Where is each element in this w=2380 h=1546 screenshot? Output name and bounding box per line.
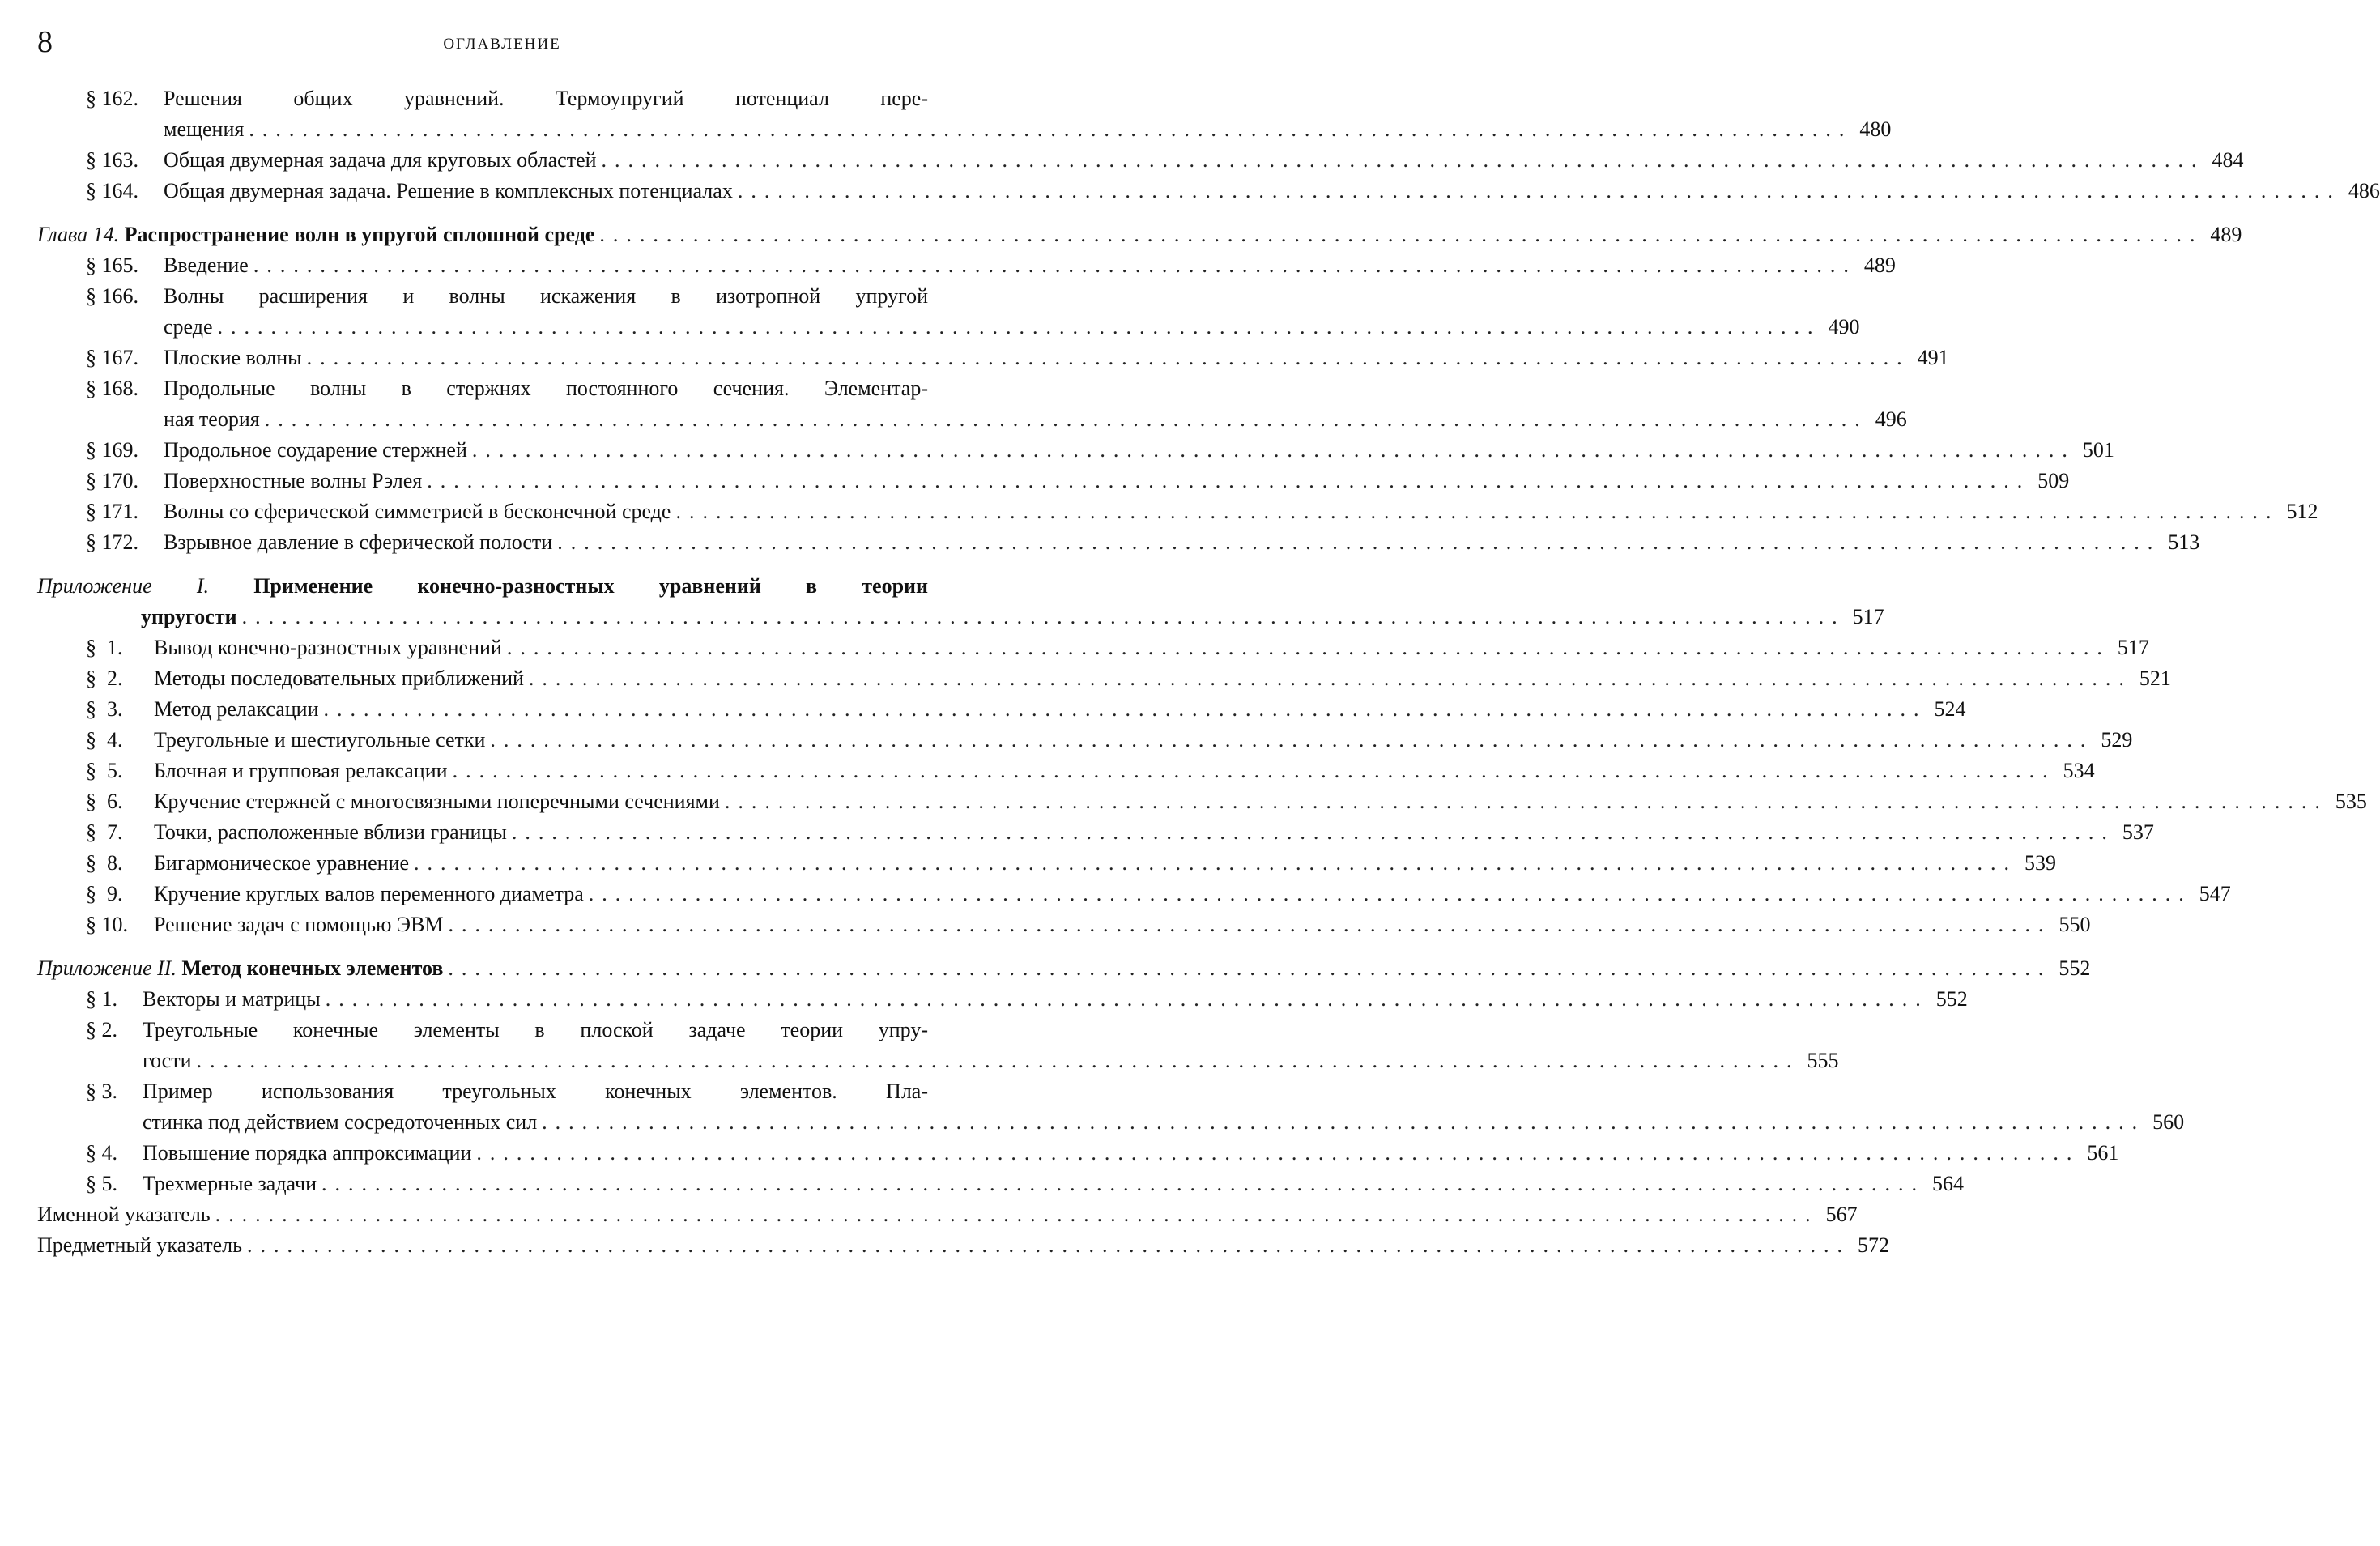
section-number: § 168. — [86, 377, 138, 400]
page-ref: 489 — [1863, 253, 1896, 277]
dot-leader: ........................................................................................................................ — [490, 728, 2094, 752]
toc-section-entry — [37, 817, 2154, 848]
page-ref: 539 — [2024, 851, 2057, 875]
page-ref: 512 — [2286, 500, 2318, 523]
section-title: Поверхностные волны Рэлея — [164, 469, 423, 492]
dot-leader: ........................................................................................................................ — [476, 1141, 2080, 1165]
section-title: гости — [143, 1049, 192, 1072]
section-title: Повышение порядка аппроксимации — [143, 1141, 472, 1165]
toc-section-entry — [37, 83, 1892, 145]
dot-leader: ........................................................................................................................ — [675, 500, 2280, 523]
dot-leader: ........................................................................................................................ — [253, 253, 1857, 277]
appendix-label: Приложение I. — [37, 574, 209, 598]
dot-leader: ........................................................................................................................ — [506, 636, 2110, 659]
index-entry — [37, 1230, 1890, 1261]
section-number: § 165. — [86, 253, 138, 277]
index-title: Предметный указатель — [37, 1233, 243, 1257]
section-title: среде — [164, 315, 213, 339]
toc-section-entry — [37, 145, 2244, 176]
chapter-label: Глава 14. — [37, 223, 120, 246]
dot-leader: ........................................................................................................................ — [247, 1233, 1851, 1257]
section-group-app1 — [37, 632, 2367, 940]
section-title: Волны со сферической симметрией в бесконечной среде — [164, 500, 671, 523]
page-ref: 535 — [2335, 790, 2367, 813]
section-title: Общая двумерная задача. Решение в комплексных потенциалах — [164, 179, 733, 202]
page-ref: 537 — [2122, 820, 2154, 844]
section-number: § 9. — [86, 882, 123, 905]
dot-leader: ........................................................................................................................ — [217, 315, 1821, 339]
table-of-contents — [37, 83, 2380, 1261]
page-ref: 491 — [1917, 346, 1949, 369]
page-ref: 496 — [1875, 407, 1907, 431]
page-ref: 484 — [2212, 148, 2244, 172]
page-ref: 564 — [1932, 1172, 1965, 1195]
toc-section-entry — [37, 343, 1949, 373]
toc-section-entry — [37, 1169, 1965, 1199]
page-ref: 521 — [2139, 667, 2171, 690]
dot-leader: ........................................................................................................................ — [599, 223, 2203, 246]
section-number: § 8. — [86, 851, 123, 875]
toc-section-entry — [37, 373, 1907, 435]
toc-section-entry — [37, 496, 2318, 527]
section-number: § 163. — [86, 148, 138, 172]
section-title: Треугольные и шестиугольные сетки — [154, 728, 486, 752]
page-ref: 524 — [1934, 697, 1966, 721]
toc-section-entry — [37, 663, 2171, 694]
appendix-1-entry — [37, 571, 1884, 632]
page-ref: 560 — [2152, 1110, 2185, 1134]
page-ref: 547 — [2199, 882, 2231, 905]
section-title: Вывод конечно-разностных уравнений — [154, 636, 502, 659]
page-ref: 572 — [1858, 1233, 1890, 1257]
section-title: Взрывное давление в сферической полости — [164, 530, 553, 554]
section-number: § 167. — [86, 346, 138, 369]
section-title: Треугольные конечные элементы в плоской задаче теории упру- — [143, 1018, 928, 1041]
section-number: § 2. — [86, 1018, 117, 1041]
page-ref: 552 — [2059, 956, 2091, 980]
toc-section-entry — [37, 756, 2095, 786]
toc-section-entry — [37, 1015, 1839, 1076]
section-number: § 162. — [86, 87, 138, 110]
dot-leader: ........................................................................................................................ — [588, 882, 2192, 905]
section-title: Блочная и групповая релаксации — [154, 759, 448, 782]
page-ref: 517 — [1852, 605, 1884, 628]
page-ref: 513 — [2168, 530, 2200, 554]
page-ref: 480 — [1859, 117, 1892, 141]
dot-leader: ........................................................................................................................ — [448, 956, 2052, 980]
section-title: Трехмерные задачи — [143, 1172, 317, 1195]
toc-section-entry — [37, 1138, 2119, 1169]
appendix-title: Метод конечных элементов — [181, 956, 444, 980]
running-title: ОГЛАВЛЕНИЕ — [443, 36, 561, 53]
dot-leader: ........................................................................................................................ — [452, 759, 2056, 782]
toc-section-entry — [37, 984, 1968, 1015]
section-number: § 5. — [86, 759, 123, 782]
section-number: § 172. — [86, 530, 138, 554]
section-title: Продольное соударение стержней — [164, 438, 467, 462]
page-ref: 555 — [1807, 1049, 1839, 1072]
chapter-14-entry — [37, 219, 2242, 250]
section-title: Введение — [164, 253, 249, 277]
index-title: Именной указатель — [37, 1203, 211, 1226]
section-title: Решения общих уравнений. Термоупругий потенциал пере- — [164, 87, 928, 110]
toc-section-entry — [37, 909, 2091, 940]
page-ref: 501 — [2082, 438, 2114, 462]
section-number: § 4. — [86, 1141, 117, 1165]
toc-section-entry — [37, 632, 2149, 663]
appendix-2-entry — [37, 953, 2091, 984]
toc-section-entry — [37, 786, 2367, 817]
toc-section-entry — [37, 694, 1966, 725]
dot-leader: ........................................................................................................................ — [542, 1110, 2146, 1134]
page-ref: 567 — [1825, 1203, 1858, 1226]
section-group-ch13 — [37, 83, 2380, 207]
page-ref: 529 — [2101, 728, 2133, 752]
section-number: § 3. — [86, 697, 123, 721]
section-title: Точки, расположенные вблизи границы — [154, 820, 507, 844]
page-ref: 550 — [2059, 913, 2091, 936]
section-number: § 6. — [86, 790, 123, 813]
section-title: Пример использования треугольных конечных элементов. Пла- — [143, 1080, 928, 1103]
dot-leader: ........................................................................................................................ — [249, 117, 1853, 141]
section-number: § 3. — [86, 1080, 117, 1103]
page-ref: 490 — [1828, 315, 1860, 339]
page-ref: 509 — [2037, 469, 2070, 492]
section-number: § 1. — [86, 987, 117, 1011]
toc-section-entry — [37, 879, 2231, 909]
index-entries — [37, 1199, 1890, 1261]
page-number: 8 — [37, 25, 53, 59]
dot-leader: ........................................................................................................................ — [528, 667, 2132, 690]
section-title: Кручение круглых валов переменного диаметра — [154, 882, 584, 905]
dot-leader: ........................................................................................................................ — [724, 790, 2328, 813]
index-entry — [37, 1199, 1858, 1230]
section-number: § 169. — [86, 438, 138, 462]
toc-section-entry — [37, 281, 1860, 343]
dot-leader: ........................................................................................................................ — [414, 851, 2018, 875]
page-ref: 561 — [2087, 1141, 2119, 1165]
section-number: § 10. — [86, 913, 128, 936]
section-number: § 171. — [86, 500, 138, 523]
dot-leader: ........................................................................................................................ — [325, 987, 1929, 1011]
dot-leader: ........................................................................................................................ — [557, 530, 2161, 554]
section-title: Кручение стержней с многосвязными поперечными сечениями — [154, 790, 720, 813]
section-title: Методы последовательных приближений — [154, 667, 524, 690]
dot-leader: ........................................................................................................................ — [471, 438, 2076, 462]
toc-section-entry — [37, 435, 2114, 466]
appendix-title-cont: упругости — [141, 605, 237, 628]
section-number: § 170. — [86, 469, 138, 492]
section-number: § 5. — [86, 1172, 117, 1195]
toc-section-entry — [37, 1076, 2185, 1138]
section-number: § 166. — [86, 284, 138, 308]
section-group-ch14 — [37, 250, 2318, 558]
dot-leader: ........................................................................................................................ — [306, 346, 1910, 369]
dot-leader: ........................................................................................................................ — [448, 913, 2052, 936]
toc-section-entry — [37, 250, 1896, 281]
appendix-title: Применение конечно-разностных уравнений в теории — [253, 574, 929, 598]
section-title: Бигармоническое уравнение — [154, 851, 410, 875]
dot-leader: ........................................................................................................................ — [196, 1049, 1800, 1072]
dot-leader: ........................................................................................................................ — [241, 605, 1846, 628]
section-number: § 7. — [86, 820, 123, 844]
toc-section-entry — [37, 527, 2200, 558]
chapter-title: Распространение волн в упругой сплошной среде — [124, 223, 595, 246]
section-title: мещения — [164, 117, 245, 141]
dot-leader: ........................................................................................................................ — [323, 697, 1927, 721]
section-number: § 2. — [86, 667, 123, 690]
section-title: Продольные волны в стержнях постоянного сечения. Элементар- — [164, 377, 928, 400]
page-ref: 486 — [2348, 179, 2380, 202]
section-number: § 1. — [86, 636, 123, 659]
page-ref: 552 — [1935, 987, 1968, 1011]
dot-leader: ........................................................................................................................ — [511, 820, 2115, 844]
section-title: ная теория — [164, 407, 260, 431]
toc-section-entry — [37, 848, 2057, 879]
section-title: Волны расширения и волны искажения в изотропной упругой — [164, 284, 928, 308]
section-group-app2 — [37, 984, 2185, 1199]
page-ref: 517 — [2117, 636, 2149, 659]
dot-leader: ........................................................................................................................ — [601, 148, 2205, 172]
section-title: Решение задач с помощью ЭВМ — [154, 913, 444, 936]
appendix-label: Приложение II. — [37, 956, 177, 980]
section-title: Метод релаксации — [154, 697, 319, 721]
section-title: Векторы и матрицы — [143, 987, 321, 1011]
section-title: Плоские волны — [164, 346, 302, 369]
toc-section-entry — [37, 176, 2380, 207]
dot-leader: ........................................................................................................................ — [427, 469, 2031, 492]
section-title: Общая двумерная задача для круговых областей — [164, 148, 597, 172]
toc-section-entry — [37, 466, 2070, 496]
dot-leader: ........................................................................................................................ — [321, 1172, 1926, 1195]
section-title: стинка под действием сосредоточенных сил — [143, 1110, 538, 1134]
dot-leader: ........................................................................................................................ — [215, 1203, 1819, 1226]
section-number: § 164. — [86, 179, 138, 202]
dot-leader: ........................................................................................................................ — [264, 407, 1868, 431]
toc-section-entry — [37, 725, 2133, 756]
section-number: § 4. — [86, 728, 123, 752]
page-ref: 534 — [2063, 759, 2095, 782]
dot-leader: ........................................................................................................................ — [737, 179, 2341, 202]
page-ref: 489 — [2210, 223, 2242, 246]
